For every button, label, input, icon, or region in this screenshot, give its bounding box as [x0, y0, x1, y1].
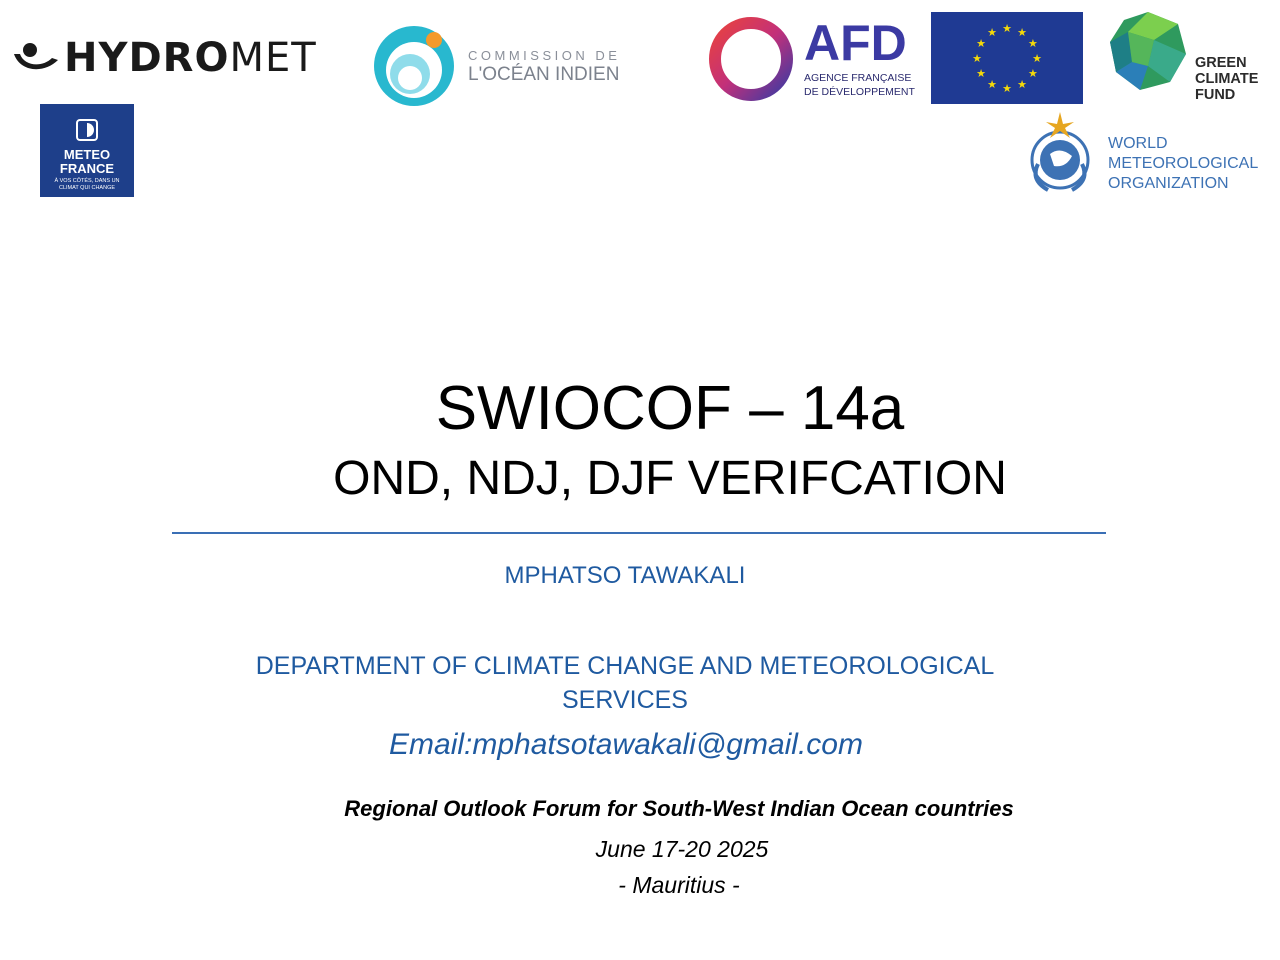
- gcf-line3: FUND: [1195, 87, 1236, 103]
- coi-line1: COMMISSION DE: [468, 48, 621, 63]
- gcf-line2: CLIMATE: [1195, 71, 1259, 87]
- afd-abbr: AFD: [804, 15, 907, 71]
- event-dates: June 17-20 2025: [595, 836, 769, 862]
- afd-logo: [706, 14, 916, 104]
- eu-star-icon: ★: [976, 38, 986, 50]
- hydromet-bold: HYDRO: [64, 35, 230, 81]
- afd-ring-icon: [706, 14, 796, 104]
- meteo-tagline2: CLIMAT QUI CHANGE: [58, 185, 116, 191]
- hydromet-mark-icon: [12, 38, 64, 78]
- coi-logo: [370, 24, 630, 108]
- wmo-logo: [1020, 110, 1280, 200]
- green-climate-fund-logo: [1108, 10, 1280, 102]
- meteo-line1: METEO: [63, 147, 111, 162]
- eu-star-icon: ★: [976, 68, 986, 80]
- eu-flag-icon: [931, 12, 1083, 104]
- meteo-france-name: [40, 148, 134, 176]
- department: [190, 649, 1060, 717]
- hydromet-logo: [12, 36, 352, 80]
- meteo-france-tagline: [40, 178, 134, 192]
- coi-line2: L'OCÉAN INDIEN: [468, 64, 620, 85]
- afd-line1: AGENCE FRANÇAISE: [804, 72, 912, 84]
- coi-emblem-icon: [370, 24, 460, 108]
- wmo-emblem-icon: [1020, 110, 1100, 196]
- title-divider: [172, 532, 1106, 534]
- eu-star-icon: ★: [1017, 27, 1027, 40]
- wmo-line3: ORGANIZATION: [1108, 175, 1229, 192]
- wmo-line2: METEOROLOGICAL: [1108, 155, 1259, 172]
- eu-star-icon: ★: [987, 78, 997, 91]
- eu-star-icon: ★: [1028, 68, 1038, 80]
- meteo-france-logo: [40, 104, 134, 197]
- afd-line2: DE DÉVELOPPEMENT: [804, 86, 915, 98]
- department-line2: SERVICES: [562, 686, 688, 714]
- eu-star-icon: ★: [987, 27, 997, 40]
- eu-star-icon: ★: [1002, 83, 1012, 95]
- slide-title: [0, 374, 1280, 443]
- eu-star-icon: ★: [1017, 78, 1027, 91]
- gcf-line1: GREEN: [1195, 55, 1247, 71]
- slide-subtitle: OND, NDJ, DJF VERIFCATION: [333, 452, 1007, 505]
- meteo-france-emblem-icon: [75, 118, 99, 142]
- forum-name: Regional Outlook Forum for South-West Indian Ocean countries: [344, 796, 1014, 821]
- meteo-tagline1: À VOS CÔTÉS, DANS UN: [54, 178, 120, 184]
- event-location: - Mauritius -: [618, 872, 740, 898]
- gcf-globe-icon: [1108, 10, 1188, 94]
- eu-star-icon: ★: [1028, 38, 1038, 50]
- wmo-line1: WORLD: [1108, 135, 1168, 152]
- eu-star-icon: ★: [1002, 23, 1012, 35]
- slide-title-text: SWIOCOF – 14a: [435, 374, 905, 443]
- department-line1: DEPARTMENT OF CLIMATE CHANGE AND METEOROLOGICAL: [255, 652, 995, 680]
- email-address: Email:mphatsotawakali@gmail.com: [389, 728, 863, 761]
- author-name: MPHATSO TAWAKALI: [504, 562, 746, 589]
- eu-star-icon: ★: [972, 53, 982, 65]
- eu-star-icon: ★: [1032, 53, 1042, 65]
- meteo-line2: FRANCE: [59, 161, 115, 176]
- hydromet-light: MET: [229, 35, 317, 81]
